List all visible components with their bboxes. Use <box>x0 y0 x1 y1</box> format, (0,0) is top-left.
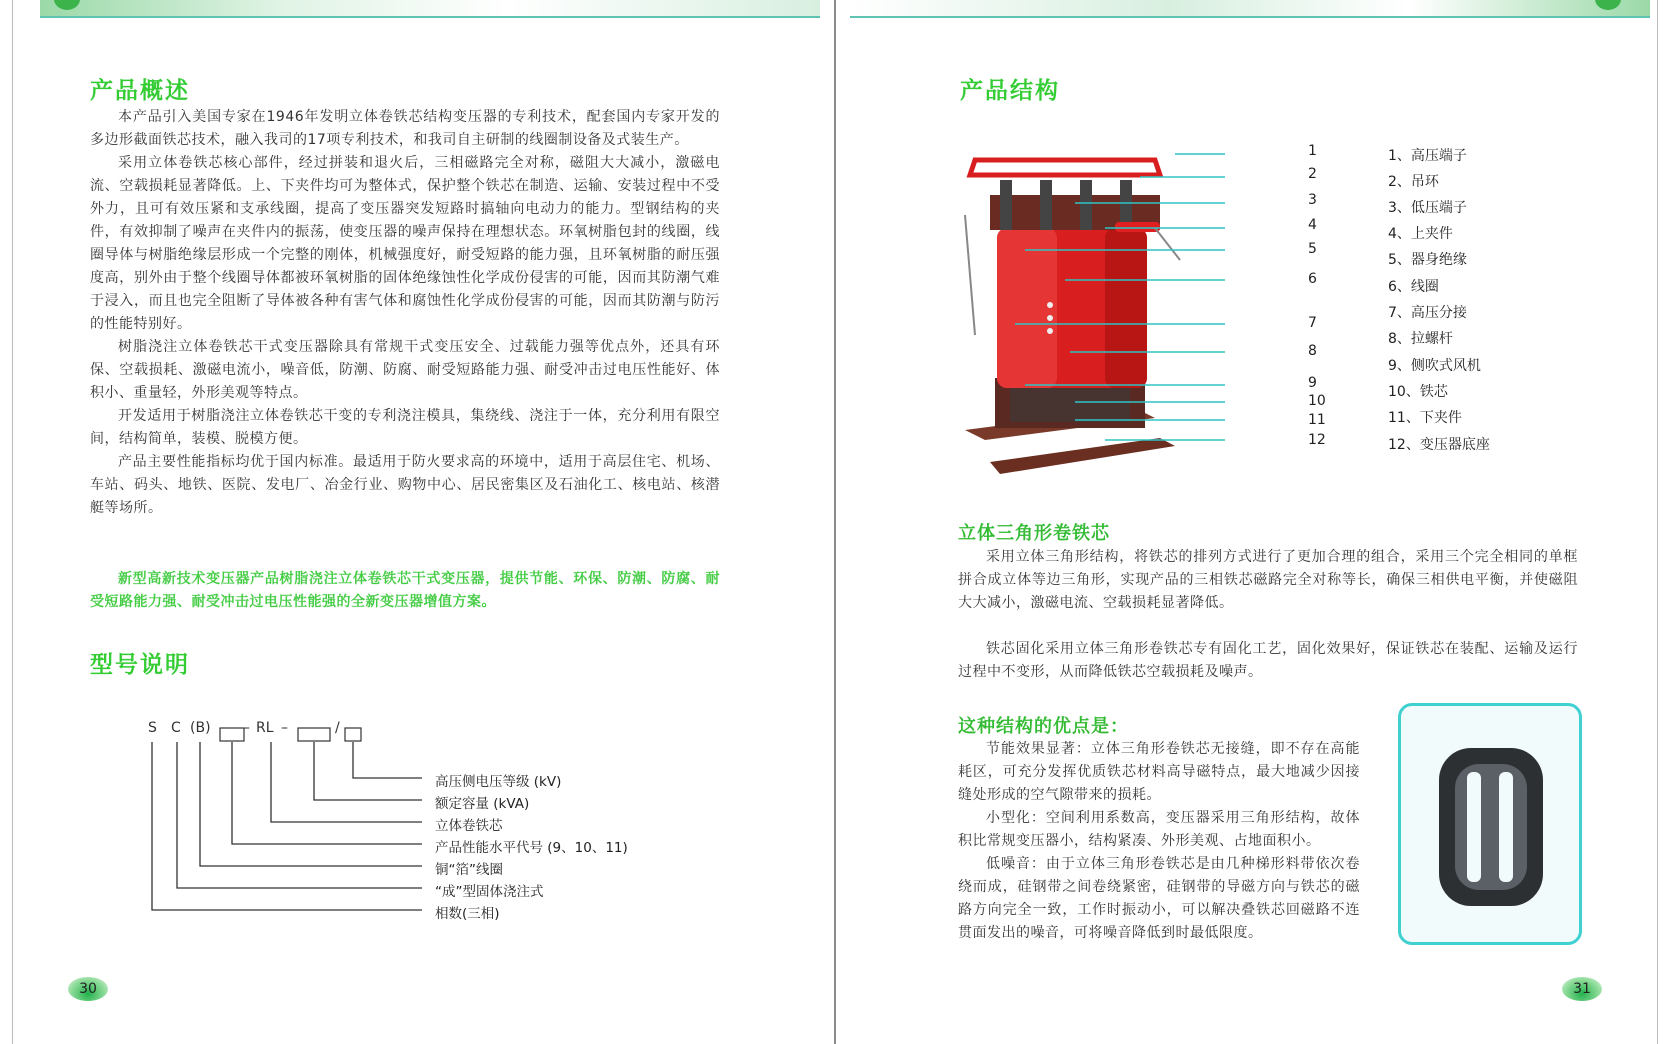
advantage-paragraph: 小型化：空间利用系数高，变压器采用三角形结构，故体积比常规变压器小，结构紧凑、外形美观、占地面积小。 <box>958 810 1360 849</box>
core-window <box>1499 772 1513 882</box>
part-label: 2、吊环 <box>1388 174 1439 190</box>
part-label: 6、线圈 <box>1388 279 1439 295</box>
model-leader-lines <box>140 720 700 930</box>
lv-terminal <box>1080 180 1092 230</box>
lifting-handle <box>1115 222 1160 232</box>
part-label: 1、高压端子 <box>1388 148 1467 164</box>
overview-text <box>90 106 720 520</box>
part-number: 1 <box>1308 143 1317 159</box>
top-decor-bar-left <box>40 0 820 18</box>
structure-title: 产品结构 <box>960 78 1060 104</box>
overview-paragraph: 采用立体卷铁芯核心部件，经过拼装和退火后，三相磁路完全对称，磁阻大大减小，激磁电流、空载损耗显著降低。上、下夹件均可为整体式，保护整个铁芯在制造、运输、安装过程中不受外力，且可有效压紧和支承线圈，提高了变压器突发短路时搞轴向电动力的能力。型钢结构的夹件，有效抑制了噪声在夹件内的振荡，使变压器的噪声保持在理想状态。环氧树脂包封的线圈，线圈导体与树脂绝缘层形成一个完整的刚体，机械强度好，耐受短路的能力强，且环氧树脂的耐压强度高，别外由于整个线圈导体都被环氧树脂的固体绝缘蚀性化学成份侵害的可能，因而其防潮气难于浸入，而且也完全阻断了导体被各种有害气体和腐蚀性化学成份侵害的可能，因而其防潮与防污的性能特别好。 <box>90 155 720 332</box>
overview-paragraph: 树脂浇注立体卷铁芯干式变压器除具有常规干式变压安全、过载能力强等优点外，还具有环保、空载损耗、激磁电流小，噪音低，防潮、防腐、耐受短路能力强、耐受冲击过电压性能好、体积小、重量轻，外形美观等特点。 <box>90 339 720 401</box>
top-decor-bar-right <box>850 0 1650 18</box>
part-label: 3、低压端子 <box>1388 200 1467 216</box>
part-label: 11、下夹件 <box>1388 410 1462 426</box>
overview-title: 产品概述 <box>90 78 190 104</box>
book-gutter <box>834 0 836 1044</box>
model-code-box <box>345 728 361 741</box>
part-label: 8、拉螺杆 <box>1388 331 1453 347</box>
coil-shadow <box>1105 228 1147 388</box>
model-label: “成”型固体浇注式 <box>435 884 544 900</box>
model-code-b: (B) <box>190 720 211 736</box>
model-label: 高压侧电压等级 (kV) <box>435 774 562 790</box>
overview-paragraph: 产品主要性能指标均优于国内标准。最适用于防火要求高的环境中，适用于高层住宅、机场、车站、码头、地铁、医院、发电厂、冶金行业、购物中心、居民密集区及石油化工、核电站、核潜艇等场所。 <box>90 454 720 516</box>
hv-terminal-frame <box>970 160 1160 175</box>
model-code-dash: – <box>243 720 250 736</box>
page-number-right: 31 <box>1562 977 1602 1001</box>
page-edge-right <box>1657 0 1658 1044</box>
advantages-title: 这种结构的优点是： <box>958 716 1129 737</box>
part-number: 9 <box>1308 375 1317 391</box>
model-code-slash: / <box>335 720 340 736</box>
model-title: 型号说明 <box>90 652 190 678</box>
advantages-text <box>958 738 1360 945</box>
corner-leaf-icon <box>1595 0 1621 10</box>
part-number: 11 <box>1308 412 1326 428</box>
advantage-paragraph: 节能效果显著：立体三角形卷铁芯无接缝，即不存在高能耗区，可充分发挥优质铁芯材料高导磁特点，最大地减少因接缝处形成的空气隙带来的损耗。 <box>958 741 1360 803</box>
part-label: 5、器身绝缘 <box>1388 252 1467 268</box>
core-paragraph: 铁芯固化采用立体三角形卷铁芯专有固化工艺，固化效果好，保证铁芯在装配、运输及运行过程中不变形，从而降低铁芯空载损耗及噪声。 <box>958 641 1578 680</box>
core-paragraph: 采用立体三角形结构，将铁芯的排列方式进行了更加合理的组合，采用三个完全相同的单框拼合成立体等边三角形，实现产品的三相铁芯磁路完全对称等长，确保三相供电平衡，并使磁阻大大减小，激磁电流、空载损耗显著降低。 <box>958 549 1578 611</box>
page-number-left: 30 <box>68 977 108 1001</box>
part-label: 9、侧吹式风机 <box>1388 358 1481 374</box>
part-number: 7 <box>1308 315 1317 331</box>
model-code-box <box>220 728 244 741</box>
part-label: 12、变压器底座 <box>1388 437 1490 453</box>
part-label: 7、高压分接 <box>1388 305 1467 321</box>
highlight-paragraph: 新型高新技术变压器产品树脂浇注立体卷铁芯干式变压器，提供节能、环保、防潮、防腐、耐受短路能力强、耐受冲击过电压性能强的全新变压器增值方案。 <box>90 571 720 610</box>
model-code-rl: RL <box>256 720 274 736</box>
part-number: 4 <box>1308 217 1317 233</box>
part-number: 3 <box>1308 192 1317 208</box>
side-rod <box>1155 228 1180 260</box>
transformer-base-rail <box>990 438 1175 474</box>
tap-point <box>1047 302 1053 308</box>
highlight-text <box>90 568 720 614</box>
part-number: 10 <box>1308 393 1326 409</box>
model-label: 立体卷铁芯 <box>435 818 503 834</box>
corner-leaf-icon <box>54 0 80 10</box>
part-label: 4、上夹件 <box>1388 226 1453 242</box>
core-window <box>1467 772 1481 882</box>
model-label: 额定容量 (kVA) <box>435 796 530 812</box>
part-number: 2 <box>1308 166 1317 182</box>
part-number: 12 <box>1308 432 1326 448</box>
core-photo-frame <box>1398 703 1582 945</box>
part-number: 8 <box>1308 343 1317 359</box>
model-label: 相数(三相) <box>435 906 500 922</box>
model-code-dash: – <box>281 720 288 736</box>
lv-terminal <box>1000 180 1012 230</box>
model-designation-diagram <box>140 720 700 930</box>
wound-core-highlight <box>1455 764 1527 890</box>
model-code-s: S <box>148 720 157 736</box>
core-title: 立体三角形卷铁芯 <box>958 523 1110 544</box>
coil-highlight <box>997 228 1057 388</box>
side-rod <box>965 215 975 335</box>
tap-point <box>1047 315 1053 321</box>
overview-paragraph: 开发适用于树脂浇注立体卷铁芯干变的专利浇注模具，集绕线、浇注于一体，充分利用有限空间，结构简单，装模、脱模方便。 <box>90 408 720 447</box>
tap-point <box>1047 328 1053 334</box>
lv-terminal <box>1040 180 1052 230</box>
transformer-structure-diagram <box>955 140 1315 500</box>
overview-paragraph: 本产品引入美国专家在1946年发明立体卷铁芯结构变压器的专利技术，配套国内专家开发的多边形截面铁芯技术，融入我司的17项专利技术，和我司自主研制的线圈制设备及式装生产。 <box>90 109 720 148</box>
page-edge-left <box>12 0 13 1044</box>
part-label: 10、铁芯 <box>1388 384 1448 400</box>
model-code-box <box>298 728 330 741</box>
model-label: 铜“箔”线圈 <box>435 862 503 878</box>
part-number: 6 <box>1308 271 1317 287</box>
wound-core-image <box>1401 706 1579 942</box>
model-label: 产品性能水平代号 (9、10、11) <box>435 840 628 856</box>
advantage-paragraph: 低噪音：由于立体三角形卷铁芯是由几种梯形料带依次卷绕而成，硅钢带之间卷绕紧密，硅钢带的导磁方向与铁芯的磁路方向完全一致，工作时振动小，可以解决叠铁芯回磁路不连贯面发出的噪音，可将噪音降低到时最低限度。 <box>958 856 1360 941</box>
model-code-c: C <box>171 720 181 736</box>
part-number: 5 <box>1308 241 1317 257</box>
core-text <box>958 546 1578 684</box>
